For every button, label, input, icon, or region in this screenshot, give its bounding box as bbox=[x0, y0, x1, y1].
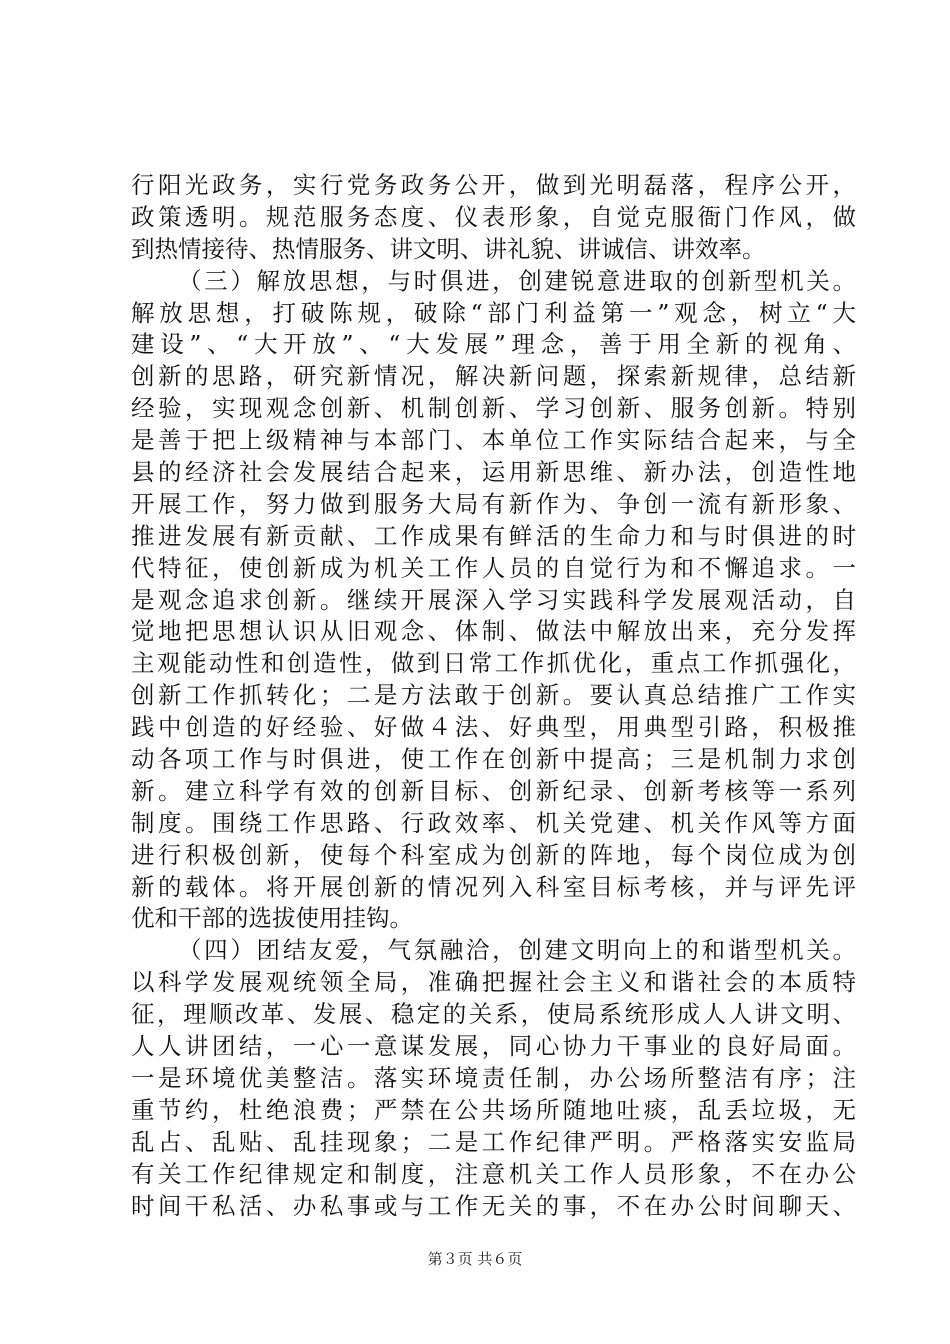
text-line: 进行积极创新，使每个科室成为创新的阵地，每个岗位成为创 bbox=[131, 840, 856, 869]
text-line: 以科学发展观统领全局，准确把握社会主义和谐社会的本质特 bbox=[131, 968, 856, 997]
text-line: 县的经济社会发展结合起来，运用新思维、新办法，创造性地 bbox=[131, 458, 856, 487]
text-line: 优和干部的选拔使用挂钩。 bbox=[131, 904, 413, 933]
text-line: 建设”、“大开放”、“大发展”理念，善于用全新的视角、 bbox=[131, 330, 856, 359]
text-line: 经验，实现观念创新、机制创新、学习创新、服务创新。特别 bbox=[131, 394, 856, 423]
text-line: 推进发展有新贡献、工作成果有鲜活的生命力和与时俱进的时 bbox=[131, 521, 856, 550]
text-line: 践中创造的好经验、好做４法、好典型，用典型引路，积极推 bbox=[131, 713, 856, 742]
text-line: 开展工作，努力做到服务大局有新作为、争创一流有新形象、 bbox=[131, 489, 856, 518]
text-line: 制度。围绕工作思路、行政效率、机关党建、机关作风等方面 bbox=[131, 808, 856, 837]
text-line: 行阳光政务，实行党务政务公开，做到光明磊落，程序公开， bbox=[131, 171, 856, 199]
text-line: 一是环境优美整洁。落实环境责任制，办公场所整洁有序；注 bbox=[131, 1063, 856, 1092]
text-line: （三）解放思想，与时俱进，创建锐意进取的创新型机关。 bbox=[178, 266, 856, 295]
text-line: 政策透明。规范服务态度、仪表形象，自觉克服衙门作风，做 bbox=[131, 202, 856, 231]
text-line: 解放思想，打破陈规，破除“部门利益第一”观念，树立“大 bbox=[131, 298, 856, 327]
body-text bbox=[131, 170, 856, 1222]
text-line: 主观能动性和创造性，做到日常工作抓优化，重点工作抓强化， bbox=[131, 649, 856, 678]
text-line: 创新工作抓转化；二是方法敢于创新。要认真总结推广工作实 bbox=[131, 681, 856, 710]
text-line: 是善于把上级精神与本部门、本单位工作实际结合起来，与全 bbox=[131, 426, 856, 455]
text-line: 代特征，使创新成为机关工作人员的自觉行为和不懈追求。一 bbox=[131, 553, 856, 582]
text-line: 是观念追求创新。继续开展深入学习实践科学发展观活动，自 bbox=[131, 585, 856, 614]
text-line: 有关工作纪律规定和制度，注意机关工作人员形象，不在办公 bbox=[131, 1159, 856, 1188]
text-line: 动各项工作与时俱进，使工作在创新中提高；三是机制力求创 bbox=[131, 745, 856, 774]
page-footer: 第３页 共６页 bbox=[427, 1250, 523, 1268]
text-line: 时间干私活、办私事或与工作无关的事，不在办公时间聊天、 bbox=[131, 1191, 856, 1220]
text-line: 重节约，杜绝浪费；严禁在公共场所随地吐痰，乱丢垃圾，无 bbox=[131, 1095, 856, 1124]
text-line: 新的载体。将开展创新的情况列入科室目标考核，并与评先评 bbox=[131, 872, 856, 901]
text-line: 人人讲团结，一心一意谋发展，同心协力干事业的良好局面。 bbox=[131, 1032, 856, 1061]
text-line: 创新的思路，研究新情况，解决新问题，探索新规律，总结新 bbox=[131, 362, 856, 391]
text-line: 征，理顺改革、发展、稳定的关系，使局系统形成人人讲文明、 bbox=[131, 1000, 856, 1029]
text-line: 乱占、乱贴、乱挂现象；二是工作纪律严明。严格落实安监局 bbox=[131, 1127, 856, 1156]
text-line: 新。建立科学有效的创新目标、创新纪录、创新考核等一系列 bbox=[131, 776, 856, 805]
text-line: （四）团结友爱，气氛融洽，创建文明向上的和谐型机关。 bbox=[178, 936, 856, 965]
text-line: 觉地把思想认识从旧观念、体制、做法中解放出来，充分发挥 bbox=[131, 617, 856, 646]
text-line: 到热情接待、热情服务、讲文明、讲礼貌、讲诚信、讲效率。 bbox=[131, 234, 766, 263]
